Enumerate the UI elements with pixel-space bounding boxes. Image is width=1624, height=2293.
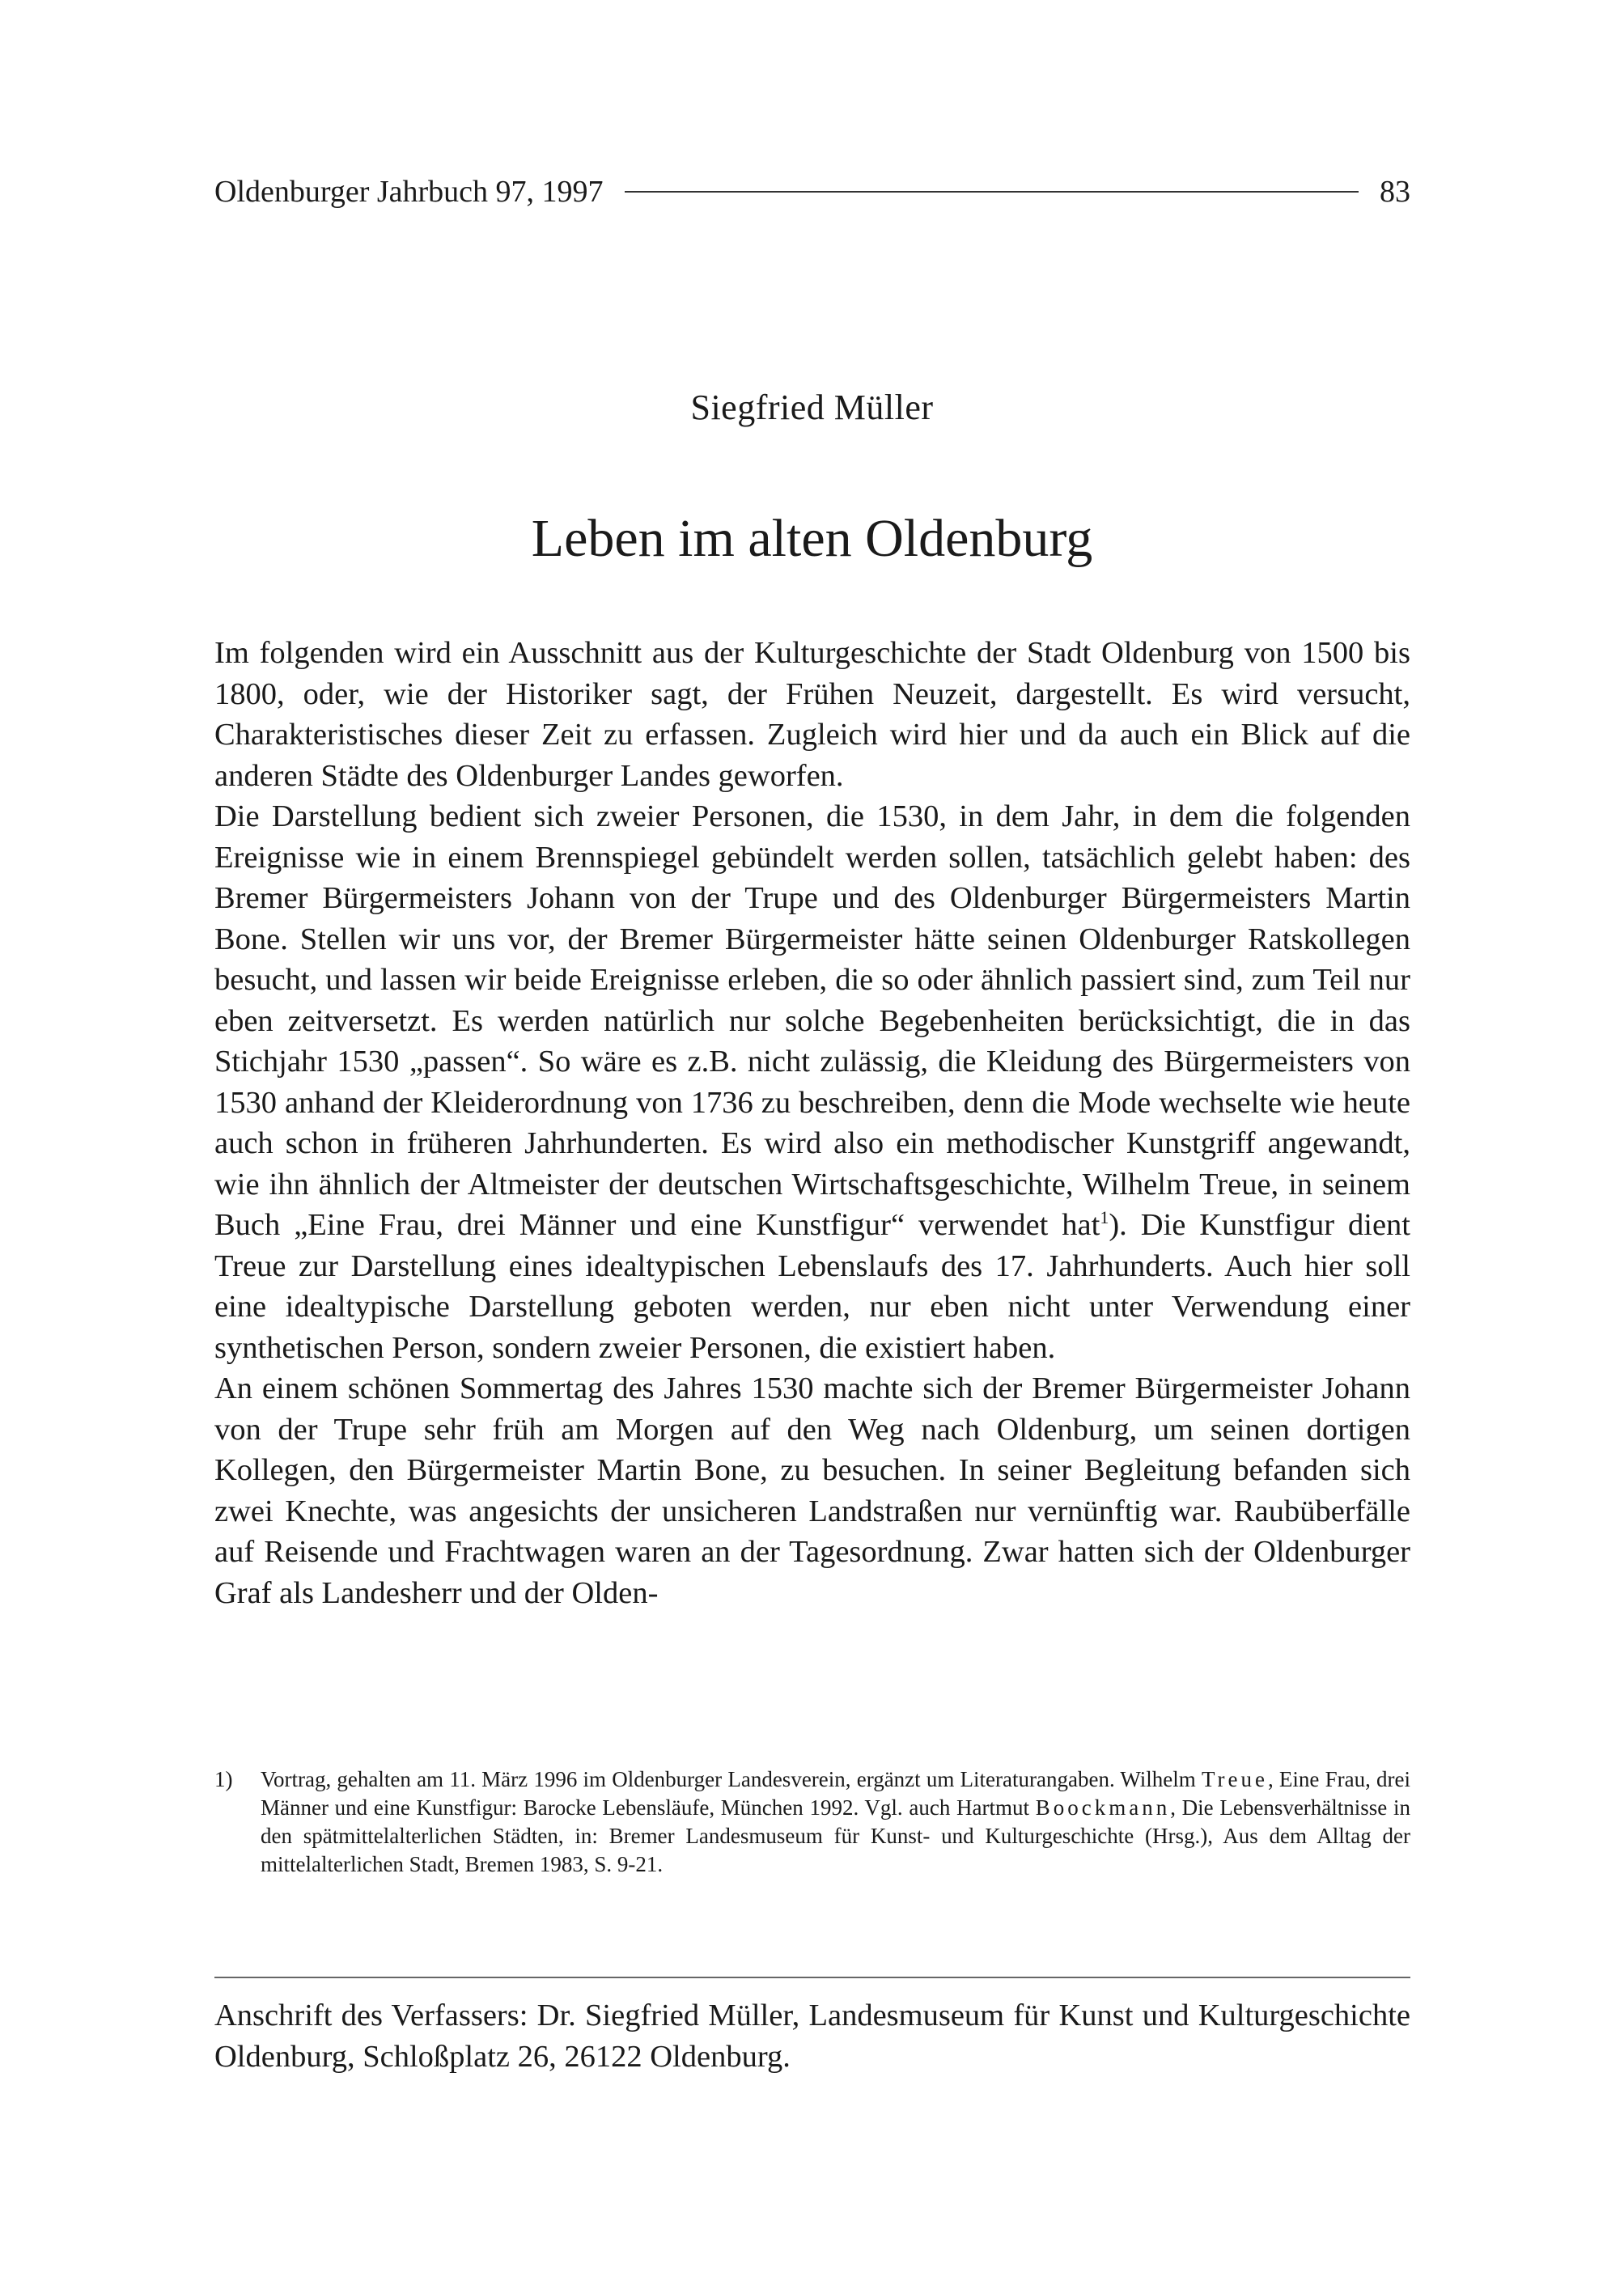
header-rule	[625, 191, 1359, 193]
article-body	[214, 633, 1410, 1613]
footnote-text	[261, 1765, 1410, 1879]
paragraph-2	[214, 796, 1410, 1368]
paragraph-2-text: Die Darstellung bedient sich zweier Personen, die 1530, in dem Jahr, in dem die folgenden Ereignisse wie in einem Brennspiegel gebündelt werden sollen, tatsächlich gelebt haben: des Bremer Bürgermeisters Johann von der Trupe und des Oldenburger Bürgermeisters Martin Bone. Stellen wir uns vor, der Bremer Bürgermeister hätte seinen Oldenburger Ratskollegen besucht, und lassen wir beide Ereignisse erleben, die so oder ähnlich passiert sind, zum Teil nur eben zeitversetzt. Es werden natürlich nur solche Begebenheiten berücksichtigt, die in das Stichjahr 1530 „passen“. So wäre es z.B. nicht zulässig, die Kleidung des Bürgermeisters von 1530 anhand der Kleiderordnung von 1736 zu beschreiben, denn die Mode wechselte wie heute auch schon in früheren Jahrhunderten. Es wird also ein methodischer Kunstgriff angewandt, wie ihn ähnlich der Altmeister der deutschen Wirtschaftsgeschichte, Wilhelm Treue, in seinem Buch „Eine Frau, drei Männer und eine Kunstfigur“ verwendet hat	[214, 799, 1410, 1242]
page-number: 83	[1380, 175, 1410, 209]
footnote-reference: 1	[1100, 1207, 1109, 1228]
author-address: Anschrift des Verfassers: Dr. Siegfried Müller, Landesmuseum für Kunst und Kulturgeschichte Oldenburg, Schloßplatz 26, 26122 Oldenburg.	[214, 1998, 1410, 2074]
journal-title: Oldenburger Jahrbuch 97, 1997	[214, 175, 604, 209]
footer-rule	[214, 1977, 1410, 1978]
paragraph-3: An einem schönen Sommertag des Jahres 1530 machte sich der Bremer Bürgermeister Johann von der Trupe sehr früh am Morgen auf den Weg nach Oldenburg, um seinen dortigen Kollegen, den Bürgermeister Martin Bone, zu besuchen. In seiner Begleitung befanden sich zwei Knechte, was angesichts der unsicheren Landstraßen nur vernünftig war. Raubüberfälle auf Reisende und Frachtwagen waren an der Tagesordnung. Zwar hatten sich der Oldenburger Graf als Landesherr und der Olden-	[214, 1371, 1410, 1610]
footnote-part-3: , Die Lebensverhältnisse in den spätmittelalterlichen Städten, in: Bremer Landesmuseum für Kunst- und Kulturgeschichte (Hrsg.), Aus dem Alltag der mittelalterlichen Stadt, Bremen 1983, S. 9-21.	[261, 1795, 1410, 1876]
paragraph-1: Im folgenden wird ein Ausschnitt aus der Kulturgeschichte der Stadt Oldenburg von 1500 bis 1800, oder, wie der Historiker sagt, der Frühen Neuzeit, dargestellt. Es wird versucht, Charakteristisches dieser Zeit zu erfassen. Zugleich wird hier und da auch ein Blick auf die anderen Städte des Oldenburger Landes geworfen.	[214, 636, 1410, 793]
article-title: Leben im alten Oldenburg	[531, 509, 1093, 568]
footnote-marker: 1)	[214, 1767, 233, 1791]
footnote-author-treue: Treue	[1201, 1767, 1268, 1791]
footnote-part-1: Vortrag, gehalten am 11. März 1996 im Oldenburger Landesverein, ergänzt um Literaturangaben. Wilhelm	[261, 1767, 1202, 1791]
footnote-1	[214, 1765, 1410, 1879]
footnotes	[214, 1765, 1410, 1879]
paragraph-2-text-continued: ). Die Kunstfigur dient Treue zur Darstellung eines idealtypischen Lebenslaufs des 17. Jahrhunderts. Auch hier soll eine idealtypische Darstellung geboten werden, nur eben nicht unter Verwendung einer synthetischen Person, sondern zweier Personen, die existiert haben.	[214, 1208, 1410, 1365]
running-header	[214, 172, 1410, 212]
author-name: Siegfried Müller	[690, 388, 934, 427]
footnote-part-2: , Eine Frau, drei Männer und eine Kunstfigur: Barocke Lebensläufe, München 1992. Vgl. auch Hartmut	[261, 1767, 1411, 1820]
footnote-author-boockmann: Boockmann	[1035, 1795, 1171, 1820]
